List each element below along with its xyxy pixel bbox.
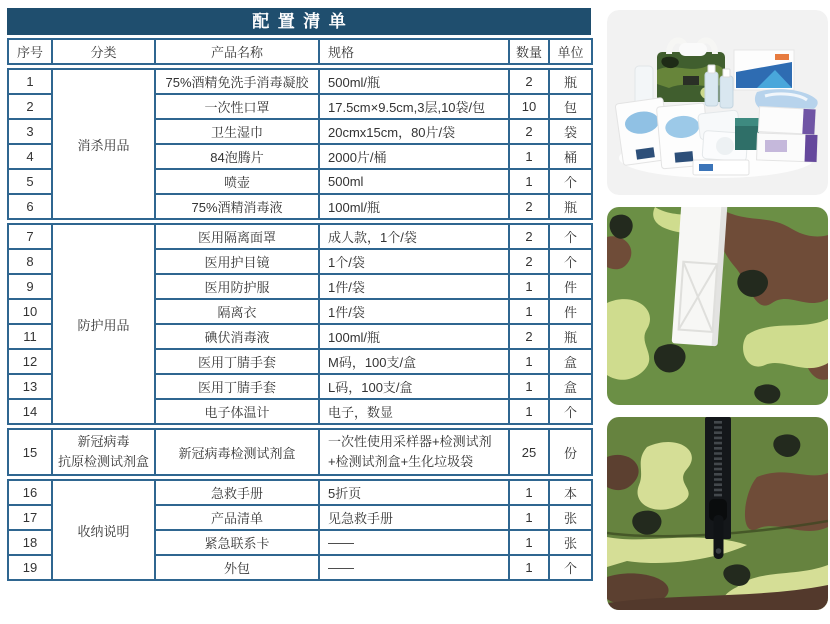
cell-qty: 1 bbox=[509, 144, 549, 169]
cell-spec: 17.5cm×9.5cm,3层,10袋/包 bbox=[319, 94, 509, 119]
cell-spec: 成人款，1个/袋 bbox=[319, 224, 509, 249]
cell-no: 8 bbox=[8, 249, 52, 274]
cell-spec: 1个/袋 bbox=[319, 249, 509, 274]
page-title: 配置清单 bbox=[7, 8, 591, 35]
cell-category: 消杀用品 bbox=[52, 69, 155, 219]
cell-no: 15 bbox=[8, 429, 52, 475]
photo-column bbox=[607, 8, 828, 610]
cell-spec: 1件/袋 bbox=[319, 299, 509, 324]
cell-spec: 500ml bbox=[319, 169, 509, 194]
header-category: 分类 bbox=[52, 39, 155, 64]
cell-product-name: 医用护目镜 bbox=[155, 249, 319, 274]
cell-qty: 1 bbox=[509, 349, 549, 374]
cell-qty: 10 bbox=[509, 94, 549, 119]
cell-unit: 个 bbox=[549, 555, 592, 580]
cell-no: 10 bbox=[8, 299, 52, 324]
test-kit-boxes bbox=[757, 107, 818, 162]
cell-category bbox=[52, 429, 155, 475]
table-header bbox=[7, 38, 593, 65]
cell-qty: 2 bbox=[509, 69, 549, 94]
cell-qty: 2 bbox=[509, 324, 549, 349]
header-qty: 数量 bbox=[509, 39, 549, 64]
group-protection bbox=[7, 223, 593, 425]
header-product-name: 产品名称 bbox=[155, 39, 319, 64]
cell-spec: L码，100支/盒 bbox=[319, 374, 509, 399]
cell-unit: 瓶 bbox=[549, 324, 592, 349]
cell-qty: 1 bbox=[509, 555, 549, 580]
header-row bbox=[8, 39, 592, 64]
cell-product-name: 医用丁腈手套 bbox=[155, 349, 319, 374]
cell-category: 收纳说明 bbox=[52, 480, 155, 580]
cell-no: 5 bbox=[8, 169, 52, 194]
cell-unit: 瓶 bbox=[549, 69, 592, 94]
cell-unit: 个 bbox=[549, 399, 592, 424]
cell-no: 19 bbox=[8, 555, 52, 580]
zipper bbox=[705, 417, 731, 559]
cell-unit: 包 bbox=[549, 94, 592, 119]
cell-category: 防护用品 bbox=[52, 224, 155, 424]
table-row bbox=[8, 429, 592, 475]
cell-no: 18 bbox=[8, 530, 52, 555]
cell-spec: 1件/袋 bbox=[319, 274, 509, 299]
table-row bbox=[8, 224, 592, 249]
blue-box bbox=[734, 50, 794, 90]
cell-product-name: 隔离衣 bbox=[155, 299, 319, 324]
flat-box bbox=[693, 160, 749, 175]
cell-unit: 盒 bbox=[549, 374, 592, 399]
cell-unit: 件 bbox=[549, 274, 592, 299]
cell-no: 13 bbox=[8, 374, 52, 399]
zipper-detail-photo bbox=[607, 417, 828, 610]
cell-product-name: 外包 bbox=[155, 555, 319, 580]
cell-unit: 袋 bbox=[549, 119, 592, 144]
cell-qty: 1 bbox=[509, 399, 549, 424]
cell-no: 1 bbox=[8, 69, 52, 94]
group-storage-notes bbox=[7, 479, 593, 581]
category-line: 抗原检测试剂盒 bbox=[57, 454, 149, 469]
cell-spec bbox=[319, 429, 509, 475]
cell-qty: 2 bbox=[509, 119, 549, 144]
cell-qty: 2 bbox=[509, 194, 549, 219]
cell-spec: M码，100支/盒 bbox=[319, 349, 509, 374]
cell-no: 2 bbox=[8, 94, 52, 119]
cell-product-name: 新冠病毒检测试剂盒 bbox=[155, 429, 319, 475]
cell-qty: 2 bbox=[509, 249, 549, 274]
cell-spec: 500ml/瓶 bbox=[319, 69, 509, 94]
cell-no: 9 bbox=[8, 274, 52, 299]
cell-spec: 2000片/桶 bbox=[319, 144, 509, 169]
cell-spec: 见急救手册 bbox=[319, 505, 509, 530]
cell-spec: 电子，数显 bbox=[319, 399, 509, 424]
group-disinfection bbox=[7, 68, 593, 220]
cell-product-name: 医用丁腈手套 bbox=[155, 374, 319, 399]
cell-no: 16 bbox=[8, 480, 52, 505]
cell-qty: 1 bbox=[509, 530, 549, 555]
cell-product-name: 卫生湿巾 bbox=[155, 119, 319, 144]
cell-qty: 1 bbox=[509, 274, 549, 299]
cell-unit: 瓶 bbox=[549, 194, 592, 219]
config-list bbox=[7, 8, 591, 610]
cell-unit: 桶 bbox=[549, 144, 592, 169]
cell-qty: 1 bbox=[509, 374, 549, 399]
header-spec: 规格 bbox=[319, 39, 509, 64]
mask-packs bbox=[615, 98, 710, 169]
category-line: 新冠病毒 bbox=[77, 433, 130, 449]
cell-no: 12 bbox=[8, 349, 52, 374]
cell-unit: 盒 bbox=[549, 349, 592, 374]
cell-spec: 20cmx15cm，80片/袋 bbox=[319, 119, 509, 144]
cell-spec: —— bbox=[319, 555, 509, 580]
cell-product-name: 一次性口罩 bbox=[155, 94, 319, 119]
cell-spec: 5折页 bbox=[319, 480, 509, 505]
cell-spec: 100ml/瓶 bbox=[319, 194, 509, 219]
cell-no: 3 bbox=[8, 119, 52, 144]
spec-line: +检测试剂盒+生化垃圾袋 bbox=[328, 454, 474, 469]
cell-no: 14 bbox=[8, 399, 52, 424]
cell-no: 6 bbox=[8, 194, 52, 219]
cell-no: 17 bbox=[8, 505, 52, 530]
cell-product-name: 急救手册 bbox=[155, 480, 319, 505]
cell-no: 4 bbox=[8, 144, 52, 169]
cell-unit: 个 bbox=[549, 169, 592, 194]
cell-product-name: 喷壶 bbox=[155, 169, 319, 194]
cell-spec: 100ml/瓶 bbox=[319, 324, 509, 349]
cell-spec: —— bbox=[319, 530, 509, 555]
cell-product-name: 84泡腾片 bbox=[155, 144, 319, 169]
table-row bbox=[8, 480, 592, 505]
cell-product-name: 医用防护服 bbox=[155, 274, 319, 299]
strap-detail-photo bbox=[607, 207, 828, 405]
cell-unit: 本 bbox=[549, 480, 592, 505]
cell-qty: 1 bbox=[509, 169, 549, 194]
cell-product-name: 医用隔离面罩 bbox=[155, 224, 319, 249]
cell-product-name: 碘伏消毒液 bbox=[155, 324, 319, 349]
cell-unit: 个 bbox=[549, 224, 592, 249]
cell-qty: 1 bbox=[509, 299, 549, 324]
cell-qty: 2 bbox=[509, 224, 549, 249]
cell-product-name: 紧急联系卡 bbox=[155, 530, 319, 555]
cell-product-name: 75%酒精免洗手消毒凝胶 bbox=[155, 69, 319, 94]
group-test-kit bbox=[7, 428, 593, 476]
cell-qty: 1 bbox=[509, 505, 549, 530]
cell-no: 11 bbox=[8, 324, 52, 349]
kit-contents-photo bbox=[607, 10, 828, 195]
cell-unit: 份 bbox=[549, 429, 592, 475]
cell-no: 7 bbox=[8, 224, 52, 249]
header-no: 序号 bbox=[8, 39, 52, 64]
cell-unit: 张 bbox=[549, 530, 592, 555]
cell-unit: 件 bbox=[549, 299, 592, 324]
cell-unit: 张 bbox=[549, 505, 592, 530]
cell-product-name: 电子体温计 bbox=[155, 399, 319, 424]
cell-product-name: 产品清单 bbox=[155, 505, 319, 530]
header-unit: 单位 bbox=[549, 39, 592, 64]
cell-qty: 1 bbox=[509, 480, 549, 505]
spec-line: 一次性使用采样器+检测试剂 bbox=[328, 433, 492, 449]
cell-product-name: 75%酒精消毒液 bbox=[155, 194, 319, 219]
cell-unit: 个 bbox=[549, 249, 592, 274]
cell-qty: 25 bbox=[509, 429, 549, 475]
table-row bbox=[8, 69, 592, 94]
